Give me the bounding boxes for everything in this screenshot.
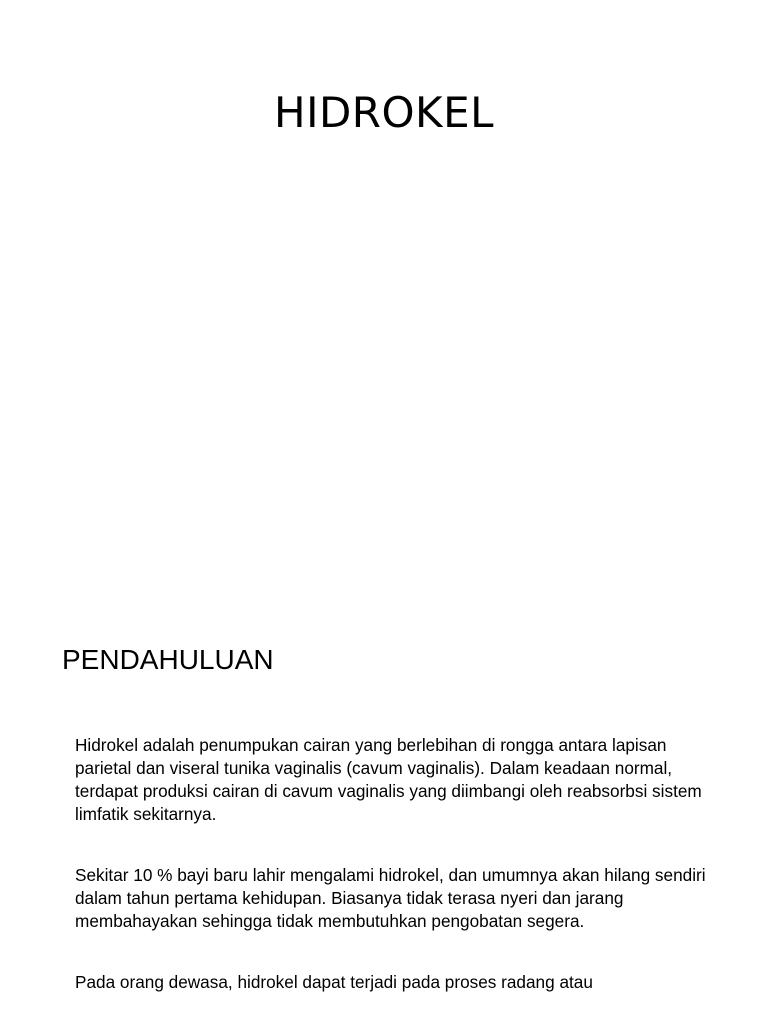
paragraph: Pada orang dewasa, hidrokel dapat terjadi pada proses radang atau bbox=[75, 972, 593, 992]
paragraph: Hidrokel adalah penumpukan cairan yang berlebihan di rongga antara lapisan parietal dan viseral tunika vaginalis (cavum vaginalis). Dalam keadaan normal, terdapat produksi cairan di cavum vaginalis yang diimbangi oleh reabsorbsi sistem limfatik sekitarnya. bbox=[75, 735, 702, 824]
section-heading: PENDAHULUAN bbox=[62, 644, 274, 675]
paragraph: Sekitar 10 % bayi baru lahir mengalami hidrokel, dan umumnya akan hilang sendiri dalam tahun pertama kehidupan. Biasanya tidak terasa nyeri dan jarang membahayakan sehingga tidak membutuhkan pengobatan segera. bbox=[75, 865, 706, 931]
slide-title: HIDROKEL bbox=[273, 88, 495, 137]
section-body bbox=[75, 734, 715, 1032]
